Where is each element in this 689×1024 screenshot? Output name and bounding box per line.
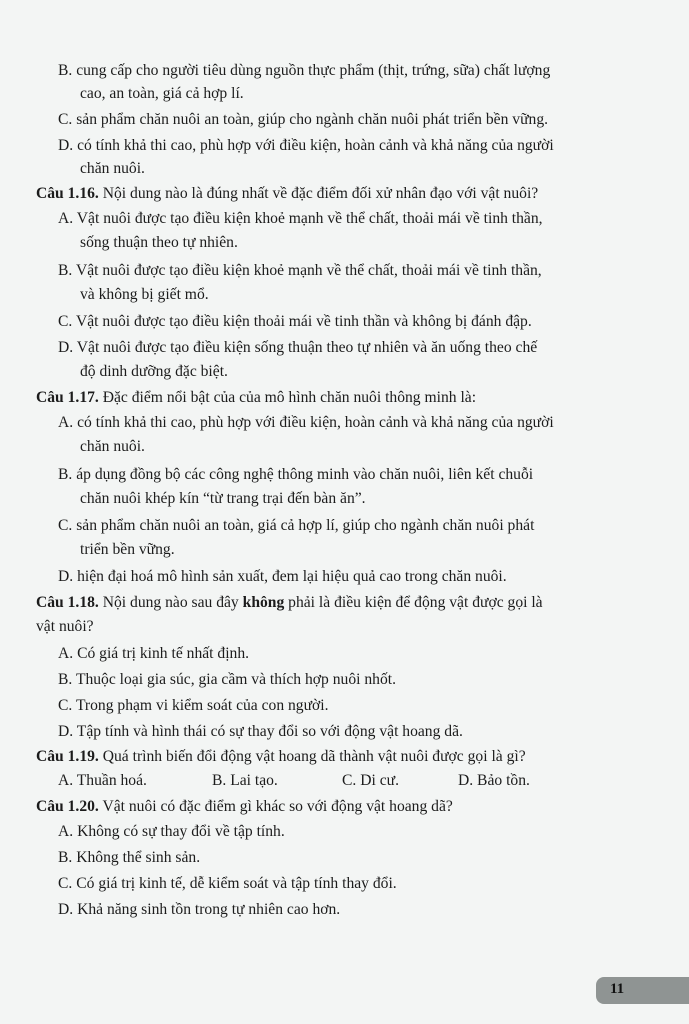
q16-option-d-line-2: độ dinh dưỡng đặc biệt.	[80, 363, 228, 380]
question-1-16: Câu 1.16. Nội dung nào là đúng nhất về đặc điểm đối xử nhân đạo với vật nuôi?	[36, 185, 539, 202]
q18-option-d: D. Tập tính và hình thái có sự thay đổi so với động vật hoang dã.	[58, 723, 463, 740]
question-1-18-line-2: vật nuôi?	[36, 618, 94, 635]
q19-option-d: D. Bảo tồn.	[458, 772, 530, 789]
q16-option-b-line-1: B. Vật nuôi được tạo điều kiện khoẻ mạnh về thể chất, thoải mái về tinh thần,	[58, 262, 542, 279]
top-option-d-line-2: chăn nuôi.	[80, 160, 145, 177]
q19-option-a: A. Thuần hoá.	[58, 772, 147, 789]
q17-option-c-line-2: triển bền vững.	[80, 541, 175, 558]
q20-option-a: A. Không có sự thay đổi về tập tính.	[58, 823, 285, 840]
q17-option-b-line-2: chăn nuôi khép kín “từ trang trại đến bàn ăn”.	[80, 490, 366, 507]
q16-option-b-line-2: và không bị giết mổ.	[80, 286, 209, 303]
q20-option-b: B. Không thể sinh sản.	[58, 849, 201, 866]
top-option-c: C. sản phẩm chăn nuôi an toàn, giúp cho ngành chăn nuôi phát triển bền vững.	[58, 111, 549, 128]
page-number: 11	[610, 981, 625, 997]
emphasis-keyword: không	[242, 594, 285, 611]
q20-option-d: D. Khả năng sinh tồn trong tự nhiên cao hơn.	[58, 901, 341, 918]
q17-option-a-line-2: chăn nuôi.	[80, 438, 145, 455]
question-1-18-line-1: Câu 1.18. Nội dung nào sau đây không phải là điều kiện để động vật được gọi là	[36, 594, 543, 611]
q16-option-d-line-1: D. Vật nuôi được tạo điều kiện sống thuận theo tự nhiên và ăn uống theo chế	[58, 339, 538, 356]
q18-option-b: B. Thuộc loại gia súc, gia cầm và thích hợp nuôi nhốt.	[58, 671, 396, 688]
q17-option-c-line-1: C. sản phẩm chăn nuôi an toàn, giá cả hợp lí, giúp cho ngành chăn nuôi phát	[58, 517, 535, 534]
q20-option-c: C. Có giá trị kinh tế, dễ kiểm soát và tập tính thay đổi.	[58, 875, 397, 892]
question-1-17: Câu 1.17. Đặc điểm nổi bật của của mô hình chăn nuôi thông minh là:	[36, 389, 477, 406]
q18-option-a: A. Có giá trị kinh tế nhất định.	[58, 645, 250, 662]
top-option-d-line-1: D. có tính khả thi cao, phù hợp với điều kiện, hoàn cảnh và khả năng của người	[58, 137, 554, 154]
q16-option-a-line-1: A. Vật nuôi được tạo điều kiện khoẻ mạnh về thể chất, thoải mái về tinh thần,	[58, 210, 543, 227]
question-1-19: Câu 1.19. Quá trình biến đổi động vật hoang dã thành vật nuôi được gọi là gì?	[36, 748, 526, 765]
top-option-b-line-1: B. cung cấp cho người tiêu dùng nguồn thực phẩm (thịt, trứng, sữa) chất lượng	[58, 62, 551, 79]
q17-option-a-line-1: A. có tính khả thi cao, phù hợp với điều kiện, hoàn cảnh và khả năng của người	[58, 414, 554, 431]
q19-option-b: B. Lai tạo.	[212, 772, 278, 789]
q16-option-c: C. Vật nuôi được tạo điều kiện thoải mái về tinh thần và không bị đánh đập.	[58, 313, 532, 330]
q18-option-c: C. Trong phạm vi kiểm soát của con người.	[58, 697, 329, 714]
q17-option-b-line-1: B. áp dụng đồng bộ các công nghệ thông minh vào chăn nuôi, liên kết chuỗi	[58, 466, 534, 483]
question-1-20: Câu 1.20. Vật nuôi có đặc điểm gì khác so với động vật hoang dã?	[36, 798, 453, 815]
page-number-tab	[596, 977, 689, 1004]
top-option-b-line-2: cao, an toàn, giá cả hợp lí.	[80, 85, 244, 102]
q17-option-d: D. hiện đại hoá mô hình sản xuất, đem lại hiệu quả cao trong chăn nuôi.	[58, 568, 507, 585]
q19-option-c: C. Di cư.	[342, 772, 399, 789]
q16-option-a-line-2: sống thuận theo tự nhiên.	[80, 234, 238, 251]
